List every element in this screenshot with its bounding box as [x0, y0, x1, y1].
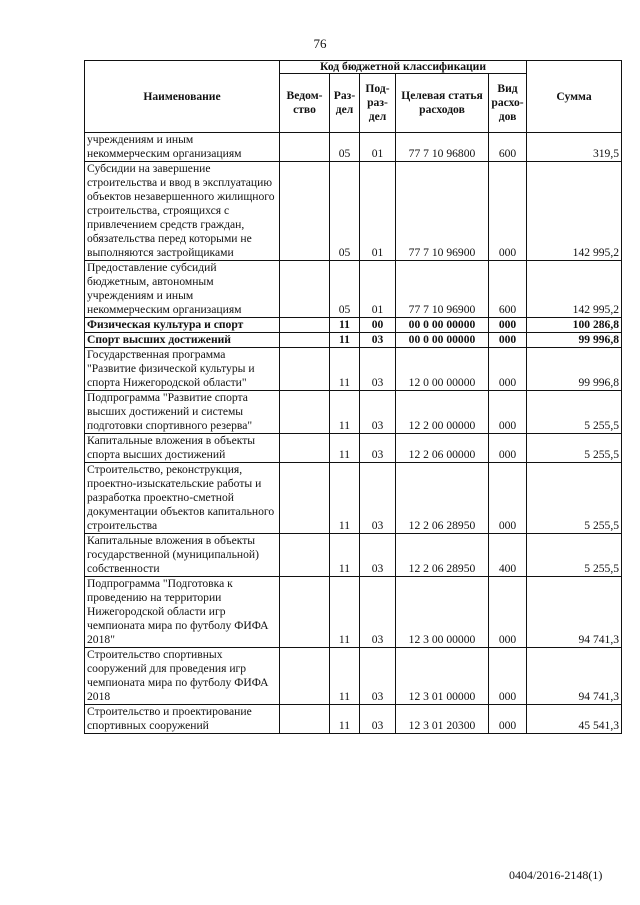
table-row [85, 333, 622, 348]
row-dept [280, 705, 330, 734]
row-target: 12 2 06 28950 [396, 534, 489, 577]
row-section: 11 [330, 434, 360, 463]
row-subsection: 03 [360, 534, 396, 577]
row-dept [280, 318, 330, 333]
row-name: Государственная программа "Развитие физической культуры и спорта Нижегородской области" [85, 348, 280, 391]
row-section: 11 [330, 348, 360, 391]
row-dept [280, 162, 330, 261]
row-name: Физическая культура и спорт [85, 318, 280, 333]
row-exp-type: 600 [489, 261, 527, 318]
row-target: 12 2 00 00000 [396, 391, 489, 434]
row-section: 11 [330, 534, 360, 577]
row-sum: 5 255,5 [527, 534, 622, 577]
row-exp-type: 000 [489, 434, 527, 463]
row-exp-type: 000 [489, 391, 527, 434]
row-subsection: 03 [360, 705, 396, 734]
row-dept [280, 348, 330, 391]
row-exp-type: 000 [489, 348, 527, 391]
table-row [85, 133, 622, 162]
row-target: 12 3 01 20300 [396, 705, 489, 734]
table-row [85, 434, 622, 463]
row-target: 12 3 01 00000 [396, 648, 489, 705]
table-row [85, 261, 622, 318]
row-name: Строительство, реконструкция, проектно-изыскательские работы и разработка проектно-сметной документации объектов капитального строительства [85, 463, 280, 534]
row-dept [280, 463, 330, 534]
row-section: 11 [330, 333, 360, 348]
row-subsection: 03 [360, 648, 396, 705]
row-section: 11 [330, 648, 360, 705]
row-dept [280, 333, 330, 348]
header-dept: Ведом-ство [280, 74, 330, 133]
header-name: Наименование [85, 61, 280, 133]
row-sum: 100 286,8 [527, 318, 622, 333]
row-section: 11 [330, 577, 360, 648]
row-name: Подпрограмма "Развитие спорта высших достижений и системы подготовки спортивного резерва" [85, 391, 280, 434]
row-dept [280, 133, 330, 162]
row-target: 77 7 10 96900 [396, 162, 489, 261]
row-name: Строительство и проектирование спортивных сооружений [85, 705, 280, 734]
table-row [85, 162, 622, 261]
row-subsection: 03 [360, 434, 396, 463]
header-group: Код бюджетной классификации [280, 61, 527, 74]
row-exp-type: 000 [489, 705, 527, 734]
row-name: Строительство спортивных сооружений для проведения игр чемпионата мира по футболу ФИФА 2018 [85, 648, 280, 705]
row-subsection: 01 [360, 261, 396, 318]
row-subsection: 01 [360, 162, 396, 261]
row-sum: 5 255,5 [527, 391, 622, 434]
row-exp-type: 400 [489, 534, 527, 577]
row-exp-type: 600 [489, 133, 527, 162]
footer-code: 0404/2016-2148(1) [509, 868, 603, 882]
header-sum: Сумма [527, 61, 622, 133]
row-subsection: 00 [360, 318, 396, 333]
row-target: 12 3 00 00000 [396, 577, 489, 648]
row-target: 77 7 10 96900 [396, 261, 489, 318]
row-target: 12 0 00 00000 [396, 348, 489, 391]
row-target: 00 0 00 00000 [396, 333, 489, 348]
row-exp-type: 000 [489, 162, 527, 261]
table-row [85, 534, 622, 577]
header-exp-type: Вид расхо-дов [489, 74, 527, 133]
row-exp-type: 000 [489, 463, 527, 534]
row-dept [280, 391, 330, 434]
row-dept [280, 648, 330, 705]
row-sum: 142 995,2 [527, 162, 622, 261]
header-section: Раз-дел [330, 74, 360, 133]
table-row [85, 391, 622, 434]
row-sum: 94 741,3 [527, 648, 622, 705]
row-name: учреждениям и иным некоммерческим организациям [85, 133, 280, 162]
row-section: 11 [330, 318, 360, 333]
row-subsection: 03 [360, 463, 396, 534]
row-name: Капитальные вложения в объекты спорта высших достижений [85, 434, 280, 463]
row-sum: 99 996,8 [527, 348, 622, 391]
table-row [85, 348, 622, 391]
row-exp-type: 000 [489, 577, 527, 648]
table-header [85, 61, 622, 133]
row-subsection: 01 [360, 133, 396, 162]
row-subsection: 03 [360, 391, 396, 434]
table-row [85, 648, 622, 705]
row-dept [280, 261, 330, 318]
row-dept [280, 534, 330, 577]
row-name: Спорт высших достижений [85, 333, 280, 348]
row-section: 11 [330, 463, 360, 534]
budget-table [84, 60, 622, 734]
row-section: 05 [330, 133, 360, 162]
row-sum: 99 996,8 [527, 333, 622, 348]
row-target: 77 7 10 96800 [396, 133, 489, 162]
row-section: 11 [330, 705, 360, 734]
row-dept [280, 434, 330, 463]
row-sum: 319,5 [527, 133, 622, 162]
row-sum: 5 255,5 [527, 463, 622, 534]
table-body [85, 133, 622, 734]
row-sum: 45 541,3 [527, 705, 622, 734]
row-exp-type: 000 [489, 333, 527, 348]
row-section: 11 [330, 391, 360, 434]
header-target: Целевая статья расходов [396, 74, 489, 133]
row-section: 05 [330, 162, 360, 261]
row-name: Субсидии на завершение строительства и ввод в эксплуатацию объектов незавершенного жилищного строительства, строящихся с привлечением средств граждан, обязательства перед которыми не выполняются застройщиками [85, 162, 280, 261]
row-target: 12 2 06 28950 [396, 463, 489, 534]
header-subsection: Под-раз-дел [360, 74, 396, 133]
row-section: 05 [330, 261, 360, 318]
row-sum: 142 995,2 [527, 261, 622, 318]
row-subsection: 03 [360, 333, 396, 348]
row-exp-type: 000 [489, 318, 527, 333]
row-name: Капитальные вложения в объекты государственной (муниципальной) собственности [85, 534, 280, 577]
table-row [85, 463, 622, 534]
row-subsection: 03 [360, 348, 396, 391]
table-row [85, 577, 622, 648]
row-target: 12 2 06 00000 [396, 434, 489, 463]
row-exp-type: 000 [489, 648, 527, 705]
page-number: 76 [313, 36, 327, 51]
table-row [85, 705, 622, 734]
table-row [85, 318, 622, 333]
row-target: 00 0 00 00000 [396, 318, 489, 333]
row-subsection: 03 [360, 577, 396, 648]
row-sum: 5 255,5 [527, 434, 622, 463]
row-sum: 94 741,3 [527, 577, 622, 648]
row-dept [280, 577, 330, 648]
row-name: Предоставление субсидий бюджетным, автономным учреждениям и иным некоммерческим организациям [85, 261, 280, 318]
row-name: Подпрограмма "Подготовка к проведению на территории Нижегородской области игр чемпионата мира по футболу ФИФА 2018" [85, 577, 280, 648]
